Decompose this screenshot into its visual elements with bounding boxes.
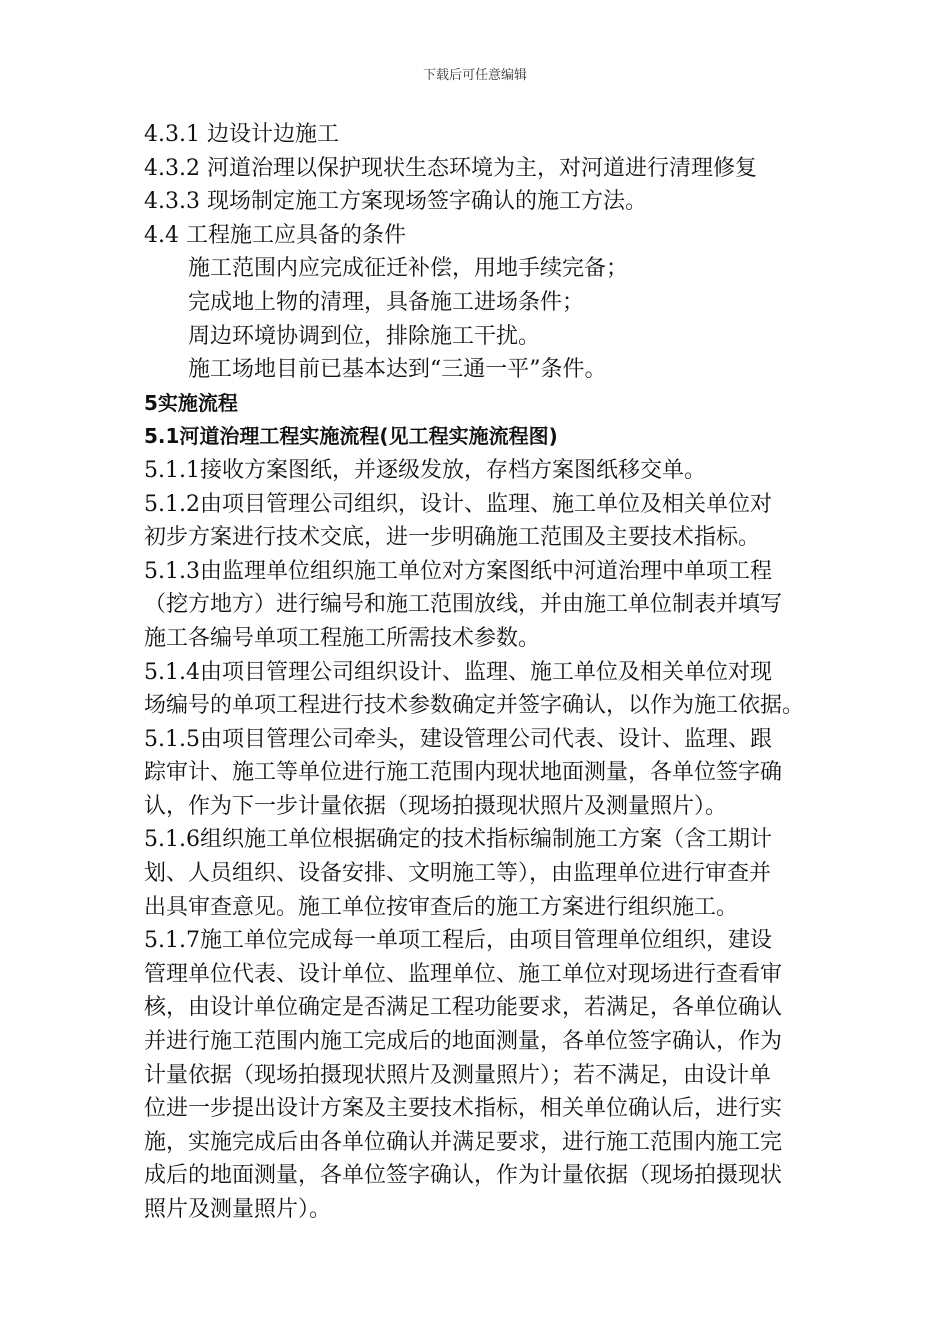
paragraph-line: 认，作为下一步计量依据（现场拍摄现状照片及测量照片）。 — [144, 793, 728, 819]
paragraph-line: 5.1.1接收方案图纸，并逐级发放，存档方案图纸移交单。 — [144, 457, 706, 483]
paragraph-line: 计量依据（现场拍摄现状照片及测量照片）；若不满足，由设计单 — [144, 1062, 772, 1088]
paragraph-5-1-3 — [144, 555, 814, 656]
paragraph-line: 施，实施完成后由各单位确认并满足要求，进行施工范围内施工完 — [144, 1129, 783, 1155]
paragraph-line: 施工各编号单项工程施工所需技术参数。 — [144, 625, 541, 651]
paragraph-line: 成后的地面测量，各单位签字确认，作为计量依据（现场拍摄现状 — [144, 1163, 783, 1189]
section-4-4: 4.4 工程施工应具备的条件 — [144, 222, 406, 248]
paragraph-line: 核，由设计单位确定是否满足工程功能要求，若满足，各单位确认 — [144, 995, 783, 1021]
paragraph-line: 管理单位代表、设计单位、监理单位、施工单位对现场进行查看审 — [144, 961, 783, 987]
paragraph-5-1-1 — [144, 454, 814, 488]
condition-item: 施工范围内应完成征迁补偿，用地手续完备； — [188, 256, 629, 282]
paragraph-line: 出具审查意见。施工单位按审查后的施工方案进行组织施工。 — [144, 894, 739, 920]
paragraph-line: 划、人员组织、设备安排、文明施工等），由监理单位进行审查并 — [144, 861, 772, 887]
condition-item: 施工场地目前已基本达到“三通一平”条件。 — [188, 357, 607, 383]
paragraph-5-1-5 — [144, 723, 814, 824]
paragraph-line: 位进一步提出设计方案及主要技术指标，相关单位确认后，进行实 — [144, 1096, 783, 1122]
paragraph-5-1-2 — [144, 488, 814, 555]
paragraph-line: 5.1.5由项目管理公司牵头，建设管理公司代表、设计、监理、跟 — [144, 726, 772, 752]
paragraph-line: 5.1.7施工单位完成每一单项工程后，由项目管理单位组织，建设 — [144, 928, 772, 954]
section-4-3-3: 4.3.3 现场制定施工方案现场签字确认的施工方法。 — [144, 189, 647, 215]
paragraph-line: 5.1.3由监理单位组织施工单位对方案图纸中河道治理中单项工程 — [144, 558, 772, 584]
paragraph-5-1-7 — [144, 924, 814, 1226]
section-5-heading: 5实施流程 — [144, 390, 238, 415]
section-5-1-heading: 5.1河道治理工程实施流程(见工程实施流程图) — [144, 424, 558, 449]
paragraph-line: 踪审计、施工等单位进行施工范围内现状地面测量，各单位签字确 — [144, 760, 783, 786]
paragraph-line: 5.1.2由项目管理公司组织，设计、监理、施工单位及相关单位对 — [144, 491, 772, 517]
paragraph-5-1-6 — [144, 823, 814, 924]
paragraph-5-1-4 — [144, 656, 814, 723]
section-4-3-1: 4.3.1 边设计边施工 — [144, 122, 339, 147]
paragraph-line: （挖方地方）进行编号和施工范围放线，并由施工单位制表并填写 — [144, 592, 783, 618]
condition-item: 周边环境协调到位，排除施工干扰。 — [188, 323, 541, 349]
paragraph-line: 场编号的单项工程进行技术参数确定并签字确认，以作为施工依据。 — [144, 693, 805, 719]
paragraph-line: 初步方案进行技术交底，进一步明确施工范围及主要技术指标。 — [144, 525, 761, 551]
condition-item: 完成地上物的清理，具备施工进场条件； — [188, 289, 585, 315]
paragraph-line: 照片及测量照片）。 — [144, 1197, 332, 1222]
document-body — [144, 118, 814, 1227]
paragraph-line: 5.1.4由项目管理公司组织设计、监理、施工单位及相关单位对现 — [144, 659, 772, 685]
paragraph-line: 并进行施工范围内施工完成后的地面测量，各单位签字确认，作为 — [144, 1029, 783, 1055]
paragraph-line: 5.1.6组织施工单位根据确定的技术指标编制施工方案（含工期计 — [144, 827, 772, 853]
page-header-note: 下载后可任意编辑 — [422, 68, 527, 83]
section-4-3-2: 4.3.2 河道治理以保护现状生态环境为主，对河道进行清理修复 — [144, 155, 757, 181]
